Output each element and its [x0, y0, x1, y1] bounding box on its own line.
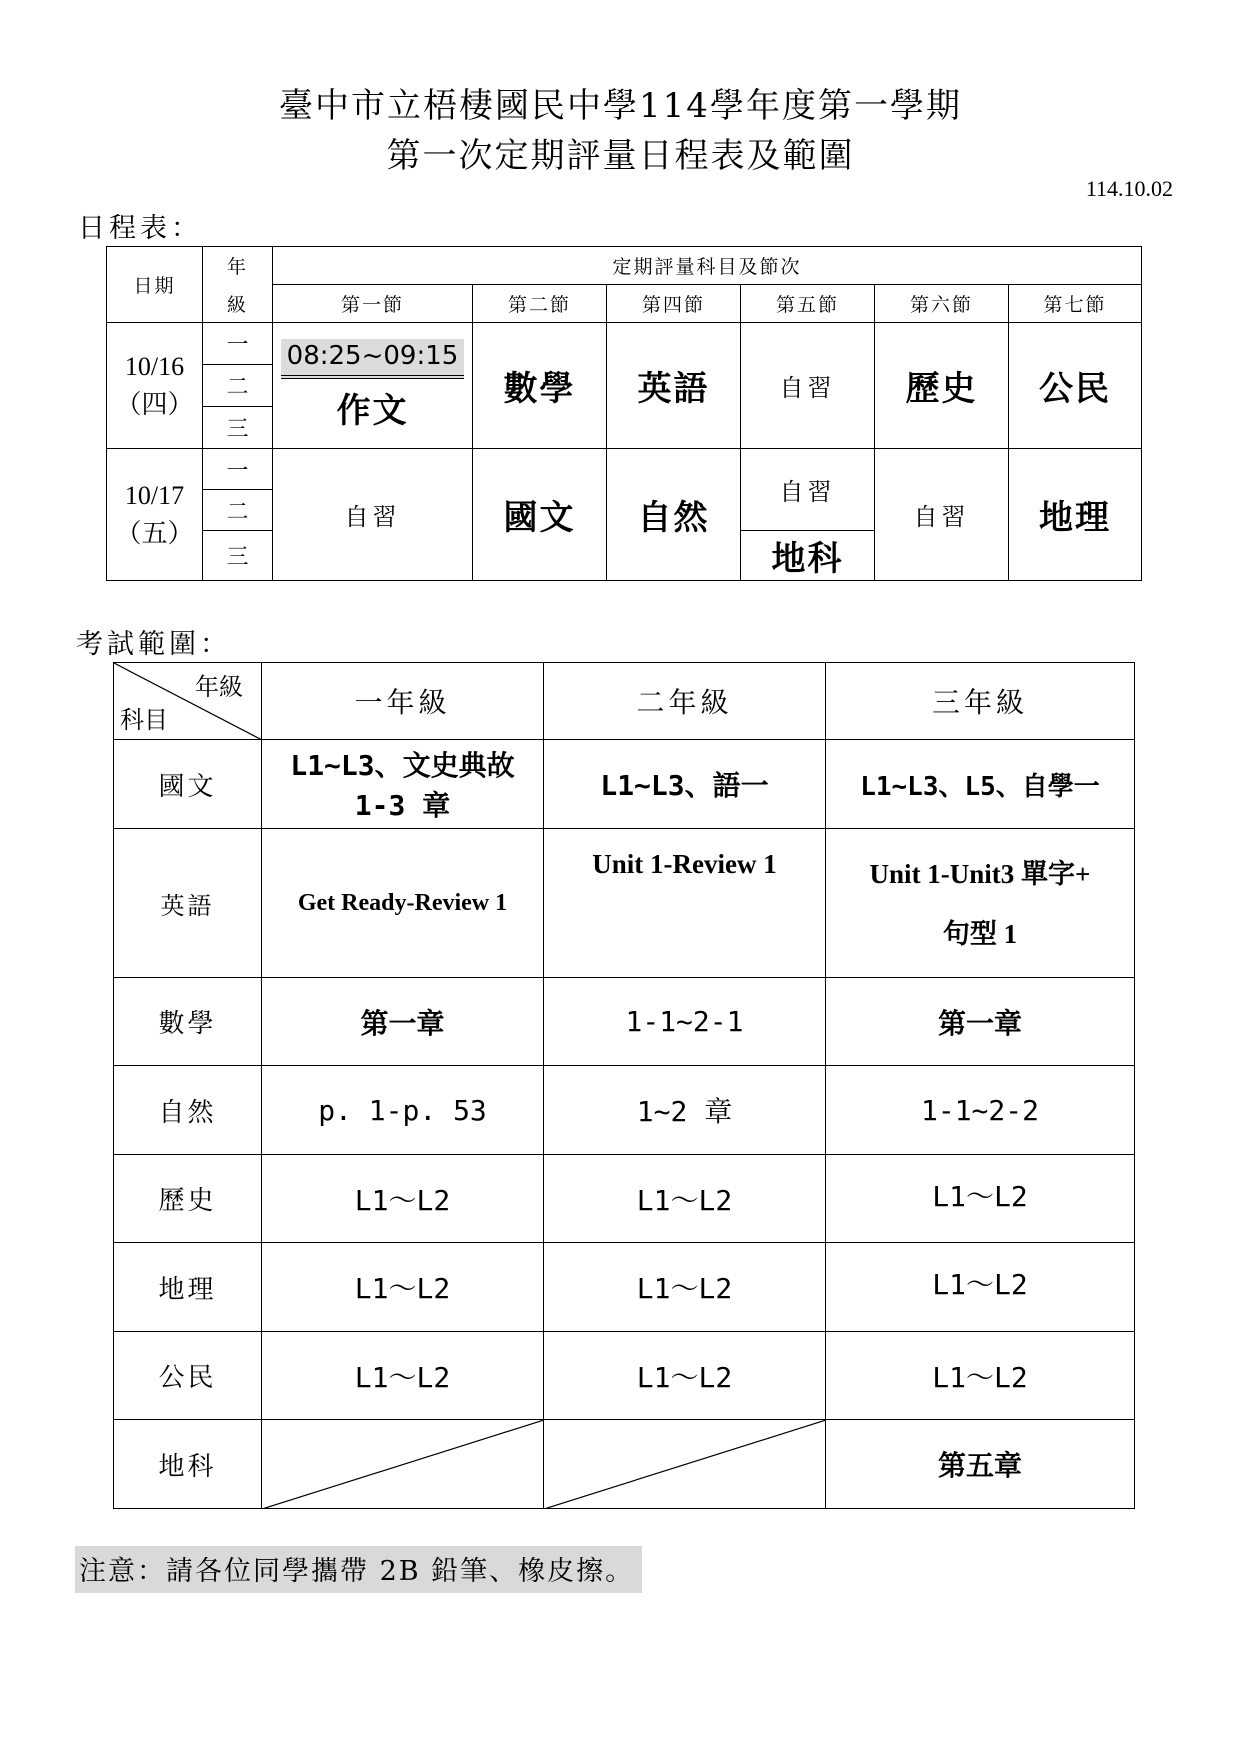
subject-cell: 英語	[114, 829, 262, 978]
period-header: 第二節	[473, 285, 607, 323]
document-title: 臺中市立梧棲國民中學114學年度第一學期	[279, 86, 962, 126]
grade-header: 二年級	[544, 663, 826, 740]
day-date: 10/17	[124, 480, 185, 510]
period-header: 第七節	[1009, 285, 1142, 323]
exam-subject: 地理	[1009, 449, 1142, 581]
grade-cell: 二	[203, 365, 273, 407]
grade-cell: 三	[203, 407, 273, 449]
document-date: 114.10.02	[1085, 176, 1173, 201]
grade-cell: 一	[203, 449, 273, 490]
range-cell: L1～L2	[262, 1155, 544, 1243]
subject-cell: 國文	[114, 740, 262, 829]
exam-subject: 地科	[741, 531, 875, 581]
exam-subject: 英語	[607, 323, 741, 449]
range-cell-empty	[544, 1420, 826, 1509]
subject-cell: 歷史	[114, 1155, 262, 1243]
schedule-day-date	[107, 323, 203, 449]
range-cell: L1～L2	[826, 1243, 1135, 1332]
range-cell: 1-1~2-2	[826, 1066, 1135, 1155]
range-line: L1~L3、文史典故	[290, 749, 515, 782]
period-header: 第一節	[273, 285, 473, 323]
exam-subject: 國文	[473, 449, 607, 581]
range-cell: 1~2 章	[544, 1066, 826, 1155]
range-cell: L1～L2	[544, 1243, 826, 1332]
range-cell-empty	[262, 1420, 544, 1509]
range-cell	[826, 829, 1135, 978]
self-study: 自習	[273, 449, 473, 581]
range-cell: Unit 1-Review 1	[544, 829, 826, 978]
document-subtitle: 第一次定期評量日程表及範圍	[386, 136, 855, 176]
range-cell: L1～L2	[262, 1243, 544, 1332]
range-line: 1-3 章	[354, 789, 451, 822]
range-cell: L1～L2	[826, 1155, 1135, 1243]
schedule-table	[106, 246, 1142, 581]
grade-header: 三年級	[826, 663, 1135, 740]
range-cell: L1~L3、語一	[544, 740, 826, 829]
notice-text: 注意：請各位同學攜帶 2B 鉛筆、橡皮擦。	[75, 1546, 642, 1593]
range-cell: L1～L2	[544, 1155, 826, 1243]
subject-cell: 公民	[114, 1332, 262, 1420]
schedule-day-date	[107, 449, 203, 581]
period-header: 第五節	[741, 285, 875, 323]
corner-grade-label: 年級	[195, 673, 243, 701]
range-line: Unit 1-Unit3 單字+	[869, 859, 1091, 889]
range-cell: L1～L2	[544, 1332, 826, 1420]
exam-subject: 數學	[473, 323, 607, 449]
range-cell: p. 1-p. 53	[262, 1066, 544, 1155]
grade-header: 一年級	[262, 663, 544, 740]
range-cell: 第一章	[262, 978, 544, 1066]
period-header: 第四節	[607, 285, 741, 323]
self-study: 自習	[875, 449, 1009, 581]
diagonal-line	[544, 1420, 826, 1509]
self-study: 自習	[741, 323, 875, 449]
schedule-section-label: 日程表：	[78, 213, 202, 244]
exam-subject: 公民	[1009, 323, 1142, 449]
exam-subject: 歷史	[875, 323, 1009, 449]
range-line: 句型 1	[942, 919, 1018, 949]
range-cell: L1~L3、L5、自學一	[826, 740, 1135, 829]
schedule-day1-period1	[273, 323, 473, 449]
day-weekday: （五）	[115, 518, 194, 548]
range-cell	[262, 740, 544, 829]
subject-cell: 數學	[114, 978, 262, 1066]
exam-subject: 自然	[607, 449, 741, 581]
range-cell: Get Ready-Review 1	[262, 829, 544, 978]
subject-cell: 地科	[114, 1420, 262, 1509]
day-weekday: （四）	[115, 389, 194, 419]
range-table	[113, 662, 1135, 1509]
grade-cell: 二	[203, 490, 273, 531]
schedule-header-grade-top: 年	[203, 247, 273, 285]
range-cell: 第一章	[826, 978, 1135, 1066]
schedule-header-subjects: 定期評量科目及節次	[273, 247, 1142, 285]
schedule-header-grade-bottom: 級	[203, 285, 273, 323]
range-section-label: 考試範圍：	[76, 629, 231, 660]
day-date: 10/16	[124, 351, 185, 381]
self-study: 自習	[741, 449, 875, 531]
subject-cell: 自然	[114, 1066, 262, 1155]
range-cell: 第五章	[826, 1420, 1135, 1509]
diagonal-line	[262, 1420, 544, 1509]
subject-cell: 地理	[114, 1243, 262, 1332]
grade-cell: 三	[203, 531, 273, 581]
exam-time: 08:25~09:15	[281, 339, 465, 379]
grade-cell: 一	[203, 323, 273, 365]
period-header: 第六節	[875, 285, 1009, 323]
corner-subject-label: 科目	[120, 706, 168, 734]
schedule-header-date: 日期	[107, 247, 203, 323]
exam-subject: 作文	[336, 391, 409, 431]
range-cell: L1～L2	[262, 1332, 544, 1420]
range-corner-cell	[114, 663, 262, 740]
range-cell: L1～L2	[826, 1332, 1135, 1420]
range-cell: 1-1~2-1	[544, 978, 826, 1066]
